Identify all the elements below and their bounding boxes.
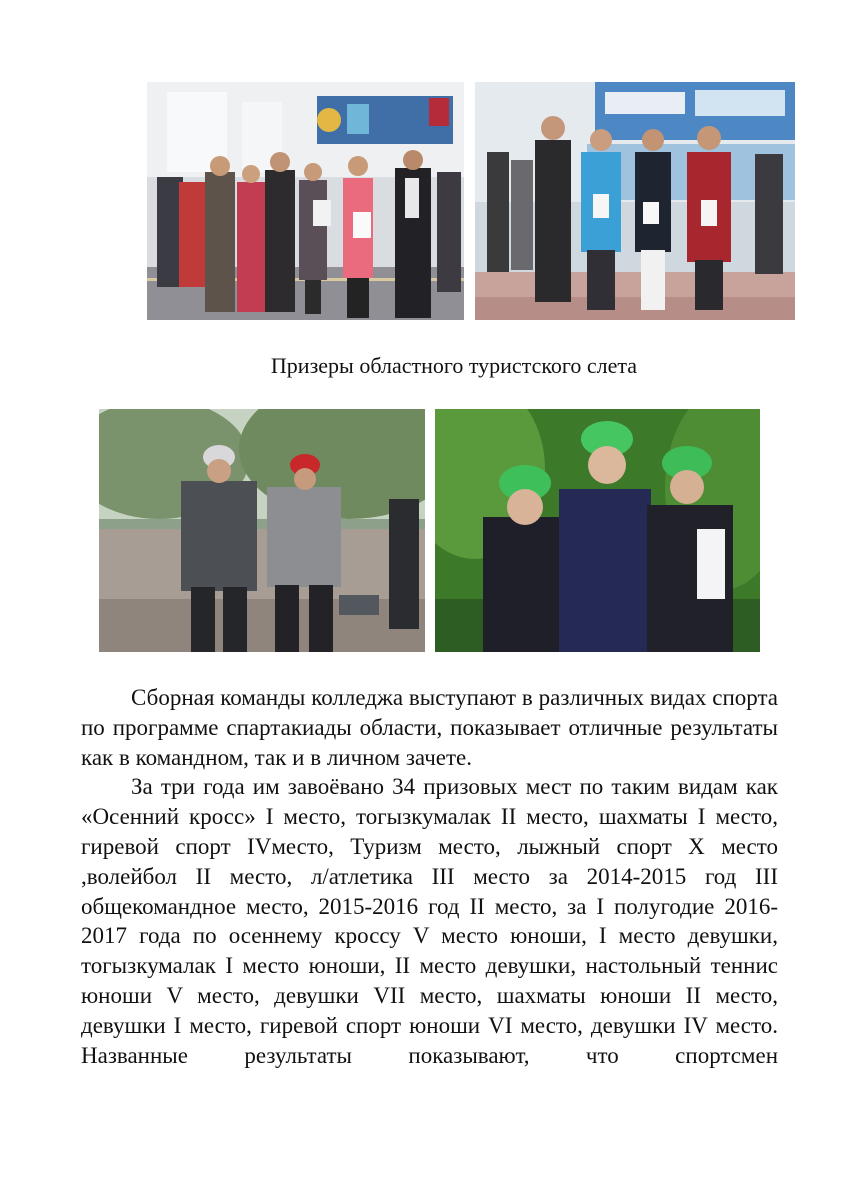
photo-girls-green-helmets	[435, 409, 760, 652]
paragraph-prize-places: За три года им завоёвано 34 призовых мест по таким видам как «Осенний кросс» I место, тогызкумалак II место, шахматы I место, гиревой спорт IVместо, Туризм место, лыжный спорт X место ,волейбол II место, л/атлетика III место за 2014-2015 год III общекомандное место, 2015-2016 год II место, за I полугодие 2016-2017 года по осеннему кроссу V место юноши, I место девушки, тогызкумалак I место юноши, II место девушки, настольный теннис юноши V место, девушки VII место, шахматы юноши II место, девушки I место, гиревой спорт юноши VI место, девушки IV место. Названные результаты показывают, что спортсмен	[81, 774, 778, 1068]
photo-award-ceremony-gym	[147, 82, 464, 320]
body-text	[81, 683, 778, 1070]
photo-award-winners-gym-image	[475, 82, 795, 320]
photo-award-ceremony-gym-image	[147, 82, 464, 320]
caption-tourist-rally: Призеры областного туристского слета	[270, 353, 638, 378]
photo-girls-green-helmets-image	[435, 409, 760, 652]
photo-boys-climbing-gear-image	[99, 409, 425, 652]
paragraph-team-results: Сборная команды колледжа выступают в различных видах спорта по программе спартакиады области, показывает отличные результаты как в командном, так и в личном зачете.	[81, 685, 778, 770]
photo-award-winners-gym	[475, 82, 795, 320]
photo-boys-climbing-gear	[99, 409, 425, 652]
